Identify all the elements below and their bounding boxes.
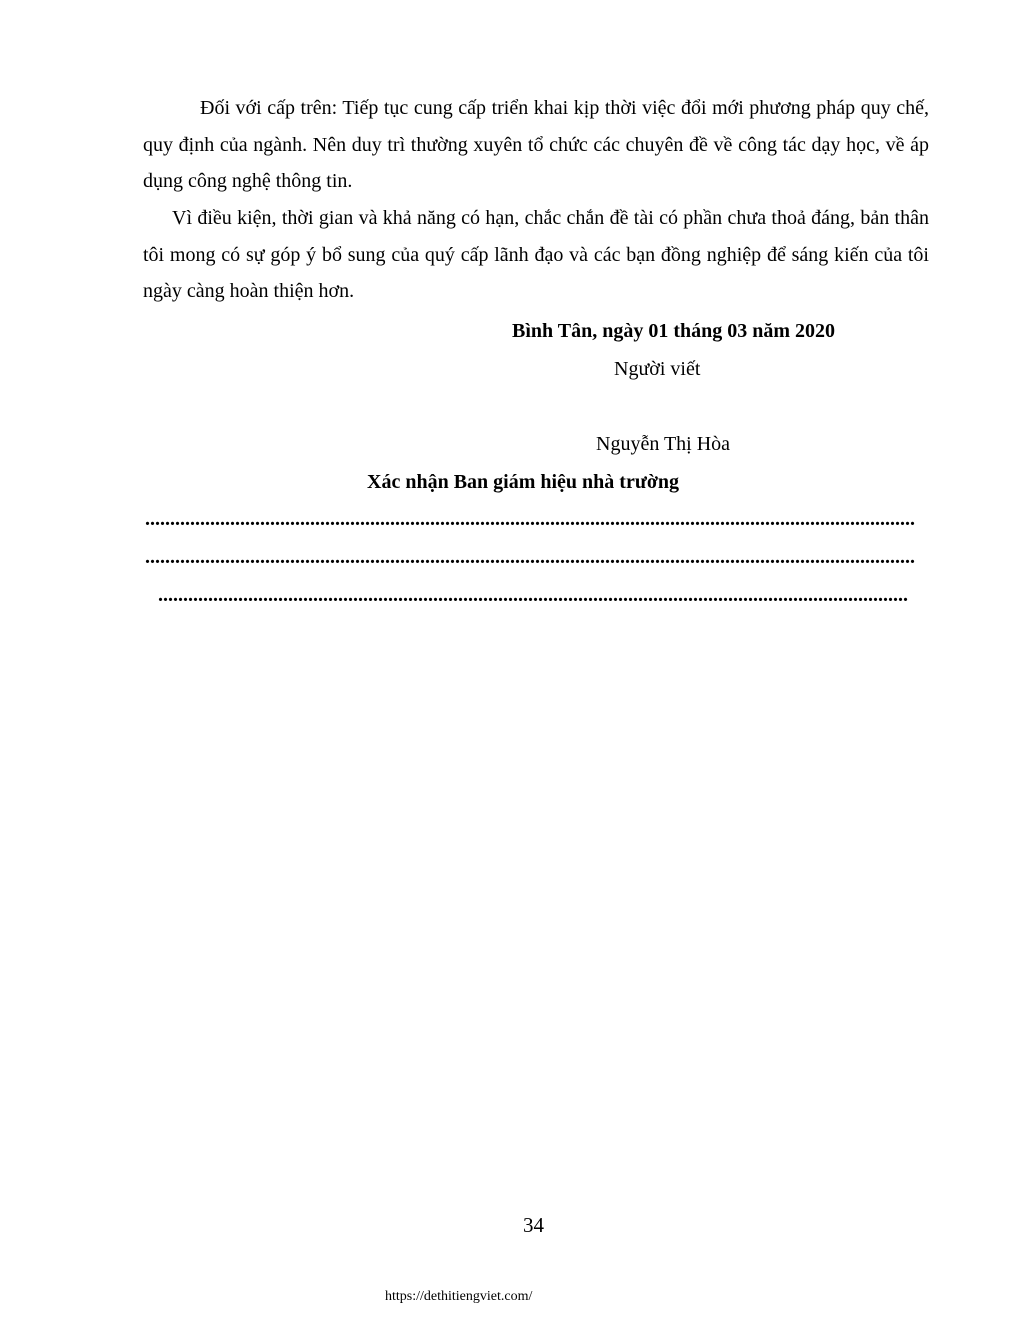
footer-url: https://dethitiengviet.com/ (385, 1289, 533, 1304)
page-number: 34 (523, 1213, 544, 1237)
paragraph-recommendation-superiors: Đối với cấp trên: Tiếp tục cung cấp triển khai kịp thời việc đổi mới phương pháp quy chế, quy định của ngành. Nên duy trì thường xuyên tổ chức các chuyên đề về công tác dạy học, về áp dụng công nghệ thông tin. (143, 97, 929, 192)
signature-place-date: Bình Tân, ngày 01 tháng 03 năm 2020 (512, 320, 836, 342)
signature-role: Người viết (614, 358, 701, 380)
signature-name: Nguyễn Thị Hòa (596, 433, 731, 455)
paragraph-closing-remarks: Vì điều kiện, thời gian và khả năng có hạn, chắc chắn đề tài có phần chưa thoả đáng, bản thân tôi mong có sự góp ý bổ sung của quý cấp lãnh đạo và các bạn đồng nghiệp để sáng kiến của tôi ngày càng hoàn thiện hơn. (143, 207, 929, 302)
confirmation-title: Xác nhận Ban giám hiệu nhà trường (367, 471, 680, 493)
dotted-line: .......................................................................................................................................................... (145, 508, 915, 530)
dotted-line: .......................................................................................................................................................... (145, 546, 915, 568)
dotted-line: ...................................................................................................................................................... (158, 584, 908, 606)
